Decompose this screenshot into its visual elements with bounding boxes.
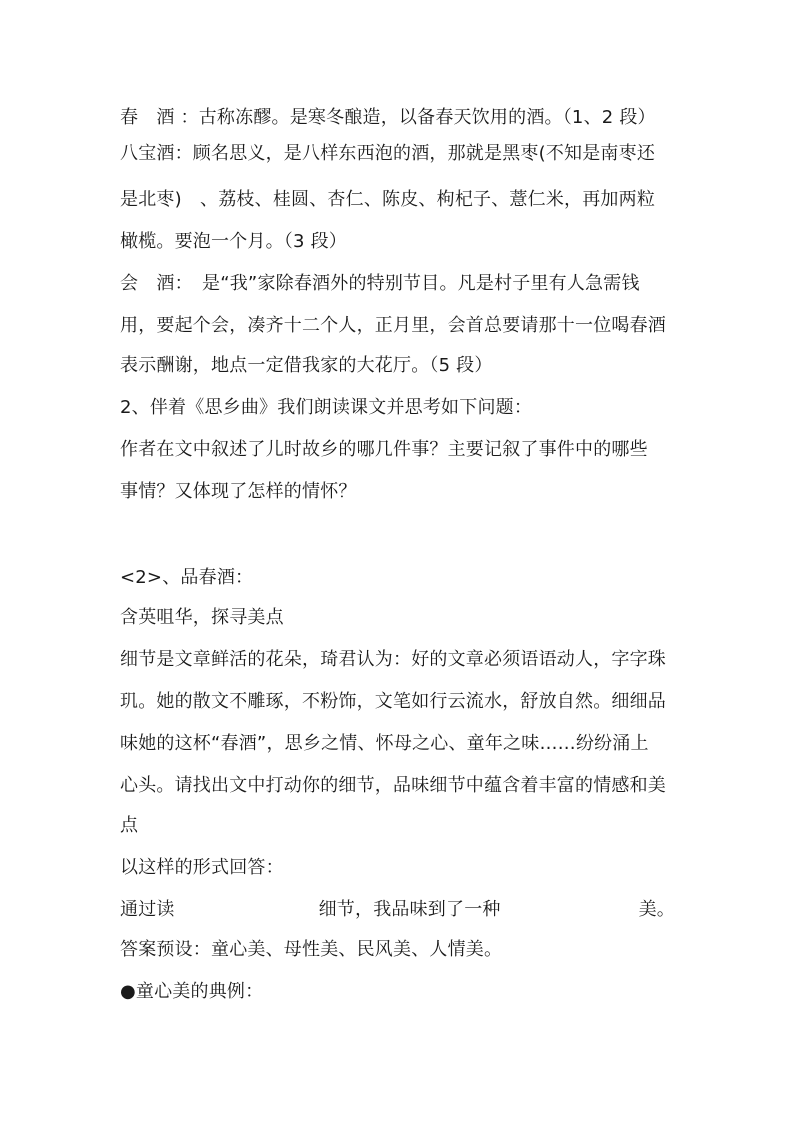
question-2-line-2: 事情？又体现了怎样的情怀？	[120, 481, 357, 502]
section-2-para-line-3: 味她的这杯“春酒”，思乡之情、怀母之心、童年之味……纷纷涌上	[120, 733, 649, 754]
section-2-para-line-5: 点	[120, 815, 139, 836]
glossary-huijiu-line-2: 用，要起个会，凑齐十二个人，正月里，会首总要请那十一位喝春酒	[120, 315, 666, 336]
section-2-para-line-4: 心头。请找出文中打动你的细节，品味细节中蕴含着丰富的情感和美	[120, 775, 666, 796]
section-2-para-line-1: 细节是文章鲜活的花朵，琦君认为：好的文章必须语语动人，字字珠	[120, 649, 666, 670]
question-2-line-1: 作者在文中叙述了儿时故乡的哪几件事？主要记叙了事件中的哪些	[120, 439, 648, 460]
glossary-huijiu-line-1: 会 酒： 是“我”家除春酒外的特别节目。凡是村子里有人急需钱	[120, 273, 640, 294]
glossary-babao-line-3: 橄榄。要泡一个月。（3 段）	[120, 231, 347, 252]
answer-template-part-3: 美。	[638, 899, 676, 920]
glossary-babao-line-1: 八宝酒：顾名思义，是八样东西泡的酒，那就是黑枣(不知是南枣还	[120, 143, 656, 164]
section-2-para-line-2: 玑。她的散文不雕琢，不粉饰，文笔如行云流水，舒放自然。细细品	[120, 691, 666, 712]
section-2-subtitle: 含英咀华，探寻美点	[120, 607, 284, 628]
answer-format-label: 以这样的形式回答：	[120, 857, 284, 878]
answer-preset: 答案预设：童心美、母性美、民风美、人情美。	[120, 939, 503, 960]
glossary-huijiu-line-3: 表示酬谢，地点一定借我家的大花厅。（5 段）	[120, 355, 493, 376]
glossary-babao-line-2: 是北枣) 、荔枝、桂圆、杏仁、陈皮、枸杞子、薏仁米，再加两粒	[120, 189, 656, 210]
example-label: 童心美的典例：	[135, 981, 264, 1002]
glossary-chunjiu: 春 酒 ：古称冻醪。是寒冬酿造，以备春天饮用的酒。（1、2 段）	[120, 107, 656, 128]
example-heading	[120, 980, 263, 1004]
answer-template	[120, 898, 675, 922]
answer-template-part-1: 通过读	[120, 899, 175, 920]
section-2-heading: <2>、品春酒：	[120, 567, 254, 588]
question-2-heading: 2、伴着《思乡曲》我们朗读课文并思考如下问题：	[120, 397, 533, 418]
answer-template-part-2: 细节，我品味到了一种	[318, 899, 501, 920]
bullet-icon: ●	[120, 981, 136, 1002]
